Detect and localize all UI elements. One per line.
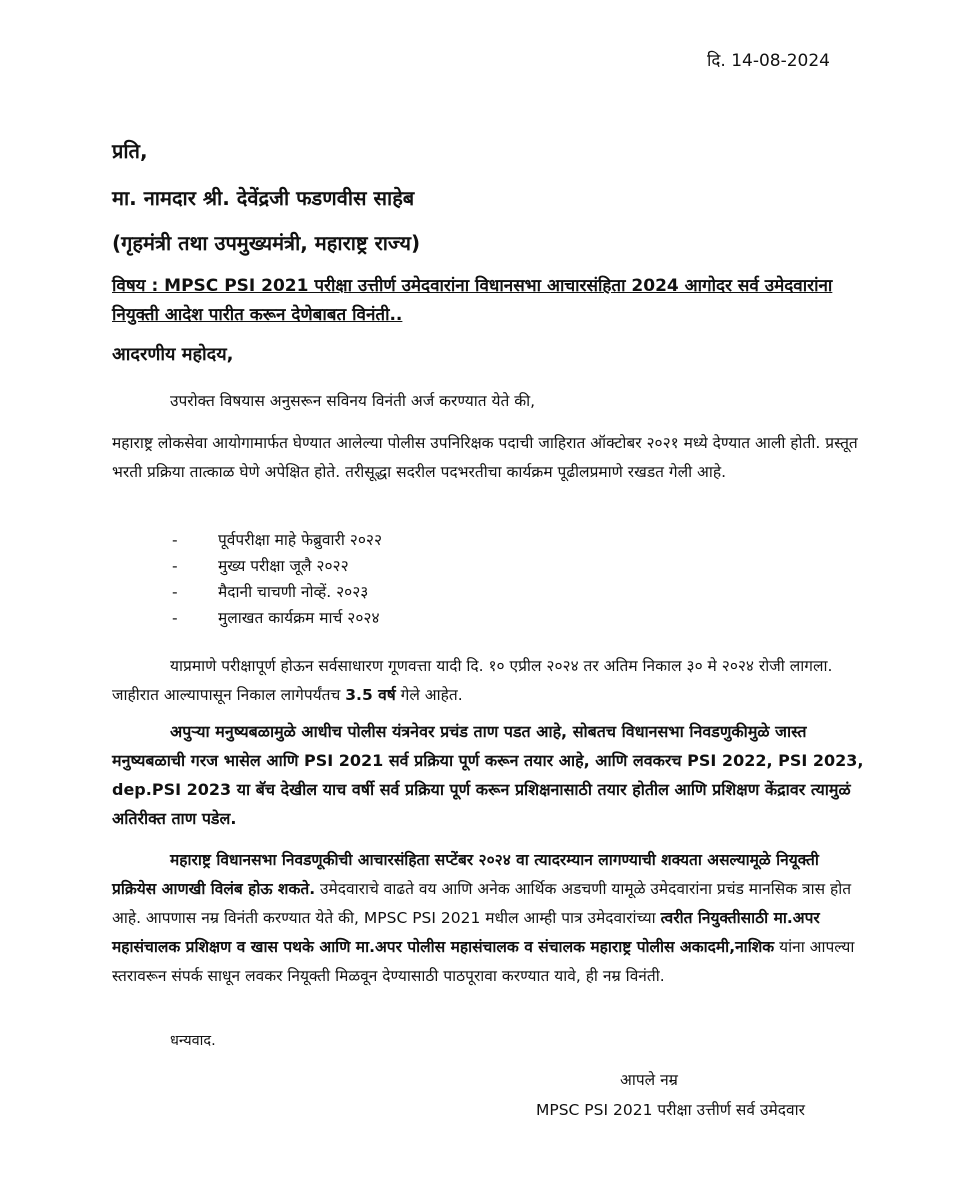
list-item-text: पूर्वपरीक्षा माहे फेब्रुवारी २०२२ (218, 531, 383, 549)
background-paragraph: महाराष्ट्र लोकसेवा आयोगामार्फत घेण्यात आलेल्या पोलीस उपनिरिक्षक पदाची जाहिरात ऑक्टोबर २०२१ मध्ये देण्यात आली होती. प्रस्तूत भरती प्रक्रिया तात्काळ घेणे अपेक्षित होते. तरीसूद्धा सदरील पदभरतीचा कार्यक्रम पूढीलप्रमाणे रखडत गेली आहे. (112, 434, 858, 481)
signatory-line: MPSC PSI 2021 परीक्षा उत्तीर्ण सर्व उमेदवार (536, 1101, 805, 1119)
salutation: आदरणीय महोदय, (112, 344, 234, 365)
bullet-marker: - (172, 609, 178, 627)
addressee-name: मा. नामदार श्री. देवेंद्रजी फडणवीस साहेब (112, 186, 415, 210)
request-tail: यांना आपल्या स्तरावरून संपर्क साधून लवकर नियूक्ती मिळवून देण्यासाठी पाठपूरावा करण्यात यावे, ही नम्र विनंती. (112, 938, 855, 985)
request-text: उमेदवाराचे वाढते वय आणि अनेक आर्थिक अडचणी यामूळे उमेदवारांना प्रचंड मानसिक त्रास होत आहे. आपणास नम्र विनंती करण्यात येते की, MPSC PSI 2021 मधील आम्ही पात्र उमेदवारांच्या (112, 880, 852, 927)
timeline-list (172, 527, 382, 631)
bullet-marker: - (172, 531, 178, 549)
list-item (172, 527, 382, 553)
addressee-prefix: प्रति, (112, 139, 148, 163)
list-item (172, 579, 382, 605)
list-item (172, 553, 382, 579)
list-item-text: मुख्य परीक्षा जूलै २०२२ (218, 557, 349, 575)
letter-subject: विषय : MPSC PSI 2021 परीक्षा उत्तीर्ण उमेदवारांना विधानसभा आचारसंहिता 2024 आगोदर सर्व उमेदवारांना नियुक्ती आदेश पारीत करून देणेबाबत विनंती.. (112, 276, 833, 325)
thanks-line: धन्यवाद. (170, 1033, 216, 1049)
list-item-text: मैदानी चाचणी नोव्हें. २०२३ (218, 583, 369, 601)
bullet-marker: - (172, 583, 178, 601)
result-paragraph (112, 652, 864, 710)
list-item-text: मुलाखत कार्यक्रम मार्च २०२४ (218, 609, 380, 627)
authorities-highlight: त्वरीत नियुक्तीसाठी मा.अपर महासंचालक प्रशिक्षण व खास पथके आणि मा.अपर पोलीस महासंचालक व संचालक महाराष्ट्र पोलीस अकादमी,नाशिक (112, 909, 820, 956)
closing-line: आपले नम्र (620, 1071, 678, 1089)
duration-highlight: 3.5 वर्ष (345, 686, 396, 704)
bullet-marker: - (172, 557, 178, 575)
code-of-conduct-highlight: महाराष्ट्र विधानसभा निवडणूकीची आचारसंहिता सप्टेंबर २०२४ वा त्यादरम्यान लागण्याची शक्यता असल्यामूळे नियूक्ती प्रक्रियेस आणखी विलंब होऊ शकते. (112, 851, 819, 898)
result-text: याप्रमाणे परीक्षापूर्ण होऊन सर्वसाधारण गूणवत्ता यादी दि. १० एप्रील २०२४ तर अतिम निकाल ३० मे २०२४ रोजी लागला. जाहीरात आल्यापासून निकाल लागेपर्यंतच (112, 657, 833, 704)
manpower-paragraph: अपुऱ्या मनुष्यबळामुळे आधीच पोलीस यंत्रनेवर प्रचंड ताण पडत आहे, सोबतच विधानसभा निवडणुकीमुळे जास्त मनुष्यबळाची गरज भासेल आणि PSI 2021 सर्व प्रक्रिया पूर्ण करून तयार आहे, आणि लवकरच PSI 2022, PSI 2023, dep.PSI 2023 या बॅच देखील याच वर्षी सर्व प्रक्रिया पूर्ण करून प्रशिक्षनासाठी तयार होतील आणि प्रशिक्षण केंद्रावर त्यामुळं अतिरीक्त ताण पडेल. (112, 722, 864, 828)
request-paragraph (112, 846, 864, 991)
letter-date: दि. 14-08-2024 (706, 51, 830, 71)
list-item (172, 605, 382, 631)
result-tail: गेले आहेत. (395, 686, 463, 704)
addressee-designation: (गृहमंत्री तथा उपमुख्यमंत्री, महाराष्ट्र राज्य) (112, 231, 421, 255)
intro-paragraph: उपरोक्त विषयास अनुसरून सविनय विनंती अर्ज करण्यात येते की, (170, 392, 536, 410)
